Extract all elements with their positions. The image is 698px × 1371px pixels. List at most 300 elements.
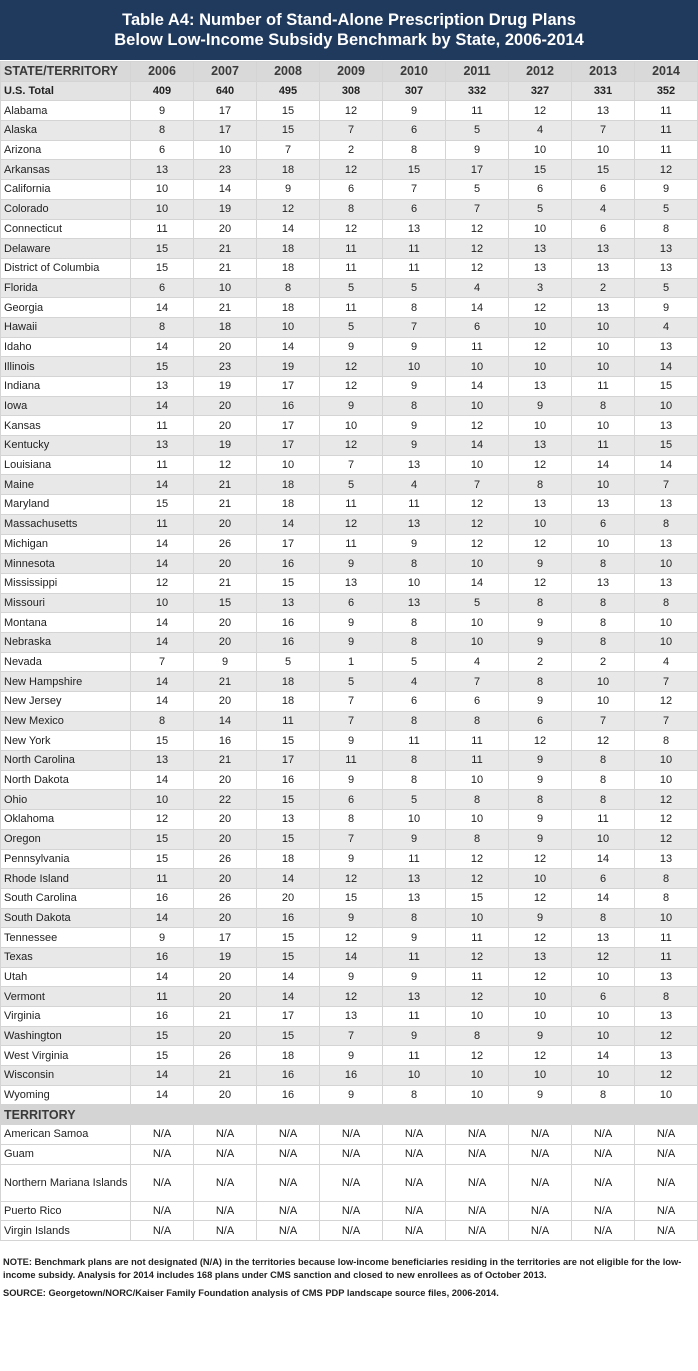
table-cell: 8 xyxy=(635,219,698,239)
table-cell: 11 xyxy=(383,258,446,278)
row-label: Virginia xyxy=(1,1007,131,1027)
table-cell: N/A xyxy=(383,1144,446,1164)
state-row xyxy=(1,731,698,751)
table-cell: N/A xyxy=(383,1221,446,1241)
table-cell: 7 xyxy=(320,1026,383,1046)
table-cell: 20 xyxy=(194,1026,257,1046)
table-cell: 12 xyxy=(446,534,509,554)
row-label: Colorado xyxy=(1,199,131,219)
table-cell: N/A xyxy=(635,1164,698,1201)
table-cell: 8 xyxy=(509,475,572,495)
table-cell: 7 xyxy=(320,711,383,731)
table-cell: 13 xyxy=(131,160,194,180)
table-cell: 640 xyxy=(194,81,257,101)
table-cell: 5 xyxy=(320,317,383,337)
table-cell: 8 xyxy=(320,199,383,219)
table-cell: 6 xyxy=(572,219,635,239)
state-row xyxy=(1,711,698,731)
table-cell: 8 xyxy=(572,790,635,810)
footnotes xyxy=(0,1241,698,1300)
state-row xyxy=(1,751,698,771)
row-label: U.S. Total xyxy=(1,81,131,101)
table-cell: 16 xyxy=(257,396,320,416)
state-row xyxy=(1,632,698,652)
table-cell: 9 xyxy=(320,632,383,652)
table-cell: 10 xyxy=(572,967,635,987)
table-cell: 14 xyxy=(257,514,320,534)
table-cell: 21 xyxy=(194,1066,257,1086)
row-label: Illinois xyxy=(1,357,131,377)
table-cell: 10 xyxy=(446,908,509,928)
table-cell: 11 xyxy=(383,947,446,967)
table-cell: 14 xyxy=(446,298,509,318)
table-cell: 6 xyxy=(572,869,635,889)
table-cell: 9 xyxy=(635,180,698,200)
table-cell xyxy=(257,1105,320,1125)
table-cell: 13 xyxy=(131,436,194,456)
table-cell: 15 xyxy=(320,888,383,908)
table-cell: 10 xyxy=(635,396,698,416)
state-row xyxy=(1,436,698,456)
state-row xyxy=(1,219,698,239)
table-cell: 20 xyxy=(194,987,257,1007)
table-cell: 13 xyxy=(572,573,635,593)
table-cell: 5 xyxy=(320,278,383,298)
table-cell: 21 xyxy=(194,258,257,278)
table-cell: 15 xyxy=(131,495,194,515)
table-cell: N/A xyxy=(320,1125,383,1145)
table-cell: 5 xyxy=(383,278,446,298)
table-cell: 6 xyxy=(383,199,446,219)
row-label: Mississippi xyxy=(1,573,131,593)
table-cell: 19 xyxy=(257,357,320,377)
table-cell: 9 xyxy=(383,377,446,397)
table-cell: 9 xyxy=(509,692,572,712)
state-row xyxy=(1,908,698,928)
table-cell: 20 xyxy=(194,1085,257,1105)
table-cell: N/A xyxy=(194,1144,257,1164)
table-cell: 13 xyxy=(572,495,635,515)
table-cell: 14 xyxy=(131,632,194,652)
table-cell: 15 xyxy=(131,239,194,259)
table-cell: 20 xyxy=(194,829,257,849)
table-cell: 13 xyxy=(509,239,572,259)
table-cell: N/A xyxy=(257,1201,320,1221)
table-cell: 9 xyxy=(509,810,572,830)
table-cell: 20 xyxy=(194,770,257,790)
row-label: American Samoa xyxy=(1,1125,131,1145)
column-header-year: 2013 xyxy=(572,62,635,82)
row-label: Wyoming xyxy=(1,1085,131,1105)
state-row xyxy=(1,554,698,574)
table-cell xyxy=(383,1105,446,1125)
table-cell: 11 xyxy=(572,436,635,456)
table-cell: 13 xyxy=(635,416,698,436)
table-cell: 4 xyxy=(383,672,446,692)
table-cell: 5 xyxy=(635,199,698,219)
table-cell: 18 xyxy=(257,672,320,692)
table-cell: 21 xyxy=(194,751,257,771)
state-row xyxy=(1,810,698,830)
state-row xyxy=(1,652,698,672)
table-cell: 10 xyxy=(194,278,257,298)
table-cell: 8 xyxy=(383,298,446,318)
table-cell: 13 xyxy=(257,810,320,830)
table-cell: 8 xyxy=(635,514,698,534)
table-cell: 7 xyxy=(635,672,698,692)
table-cell: 11 xyxy=(131,987,194,1007)
territory-header-label: TERRITORY xyxy=(1,1105,131,1125)
table-cell: 6 xyxy=(131,278,194,298)
table-cell: 14 xyxy=(131,908,194,928)
row-label: Maine xyxy=(1,475,131,495)
table-cell: 2 xyxy=(320,140,383,160)
table-cell: 16 xyxy=(131,1007,194,1027)
table-cell: 11 xyxy=(635,947,698,967)
table-cell: 14 xyxy=(131,692,194,712)
table-cell: 12 xyxy=(509,731,572,751)
table-cell: 14 xyxy=(131,475,194,495)
table-cell: 7 xyxy=(257,140,320,160)
table-cell: 20 xyxy=(194,396,257,416)
table-cell: 12 xyxy=(446,987,509,1007)
table-cell: 7 xyxy=(383,317,446,337)
row-label: Texas xyxy=(1,947,131,967)
table-cell: 11 xyxy=(446,751,509,771)
table-cell: 11 xyxy=(572,377,635,397)
table-cell: N/A xyxy=(320,1164,383,1201)
table-cell: 12 xyxy=(635,810,698,830)
state-row xyxy=(1,790,698,810)
table-cell: 14 xyxy=(131,770,194,790)
table-cell xyxy=(509,1105,572,1125)
table-cell: N/A xyxy=(572,1201,635,1221)
table-cell: 11 xyxy=(635,101,698,121)
table-cell: 13 xyxy=(257,593,320,613)
table-cell: 9 xyxy=(320,849,383,869)
table-cell: 10 xyxy=(320,416,383,436)
table-cell: 18 xyxy=(257,692,320,712)
table-cell: 10 xyxy=(572,672,635,692)
state-row xyxy=(1,534,698,554)
table-cell: 22 xyxy=(194,790,257,810)
row-label: Montana xyxy=(1,613,131,633)
table-cell: 6 xyxy=(320,180,383,200)
state-row xyxy=(1,928,698,948)
table-cell: 12 xyxy=(320,101,383,121)
table-cell: 9 xyxy=(320,1085,383,1105)
row-label: Alaska xyxy=(1,121,131,141)
table-cell: 14 xyxy=(257,337,320,357)
table-cell: 12 xyxy=(446,416,509,436)
table-cell: 18 xyxy=(257,475,320,495)
table-cell: 13 xyxy=(635,849,698,869)
state-row xyxy=(1,416,698,436)
table-cell: N/A xyxy=(194,1221,257,1241)
state-row xyxy=(1,888,698,908)
table-cell: 9 xyxy=(383,534,446,554)
table-cell: 15 xyxy=(257,829,320,849)
table-cell: 15 xyxy=(635,436,698,456)
table-cell: 16 xyxy=(257,1066,320,1086)
table-cell: 10 xyxy=(257,317,320,337)
table-cell: 12 xyxy=(131,810,194,830)
table-cell: 11 xyxy=(446,731,509,751)
table-cell: 9 xyxy=(320,908,383,928)
row-label: District of Columbia xyxy=(1,258,131,278)
table-cell xyxy=(446,1105,509,1125)
table-cell: 9 xyxy=(383,967,446,987)
table-cell: 21 xyxy=(194,672,257,692)
table-cell: 10 xyxy=(131,180,194,200)
table-cell: 20 xyxy=(194,810,257,830)
table-cell: 10 xyxy=(509,317,572,337)
row-label: Iowa xyxy=(1,396,131,416)
table-cell: 8 xyxy=(572,908,635,928)
table-cell: 23 xyxy=(194,357,257,377)
table-cell: 8 xyxy=(383,613,446,633)
table-cell: N/A xyxy=(446,1221,509,1241)
table-cell: N/A xyxy=(131,1125,194,1145)
table-cell: 8 xyxy=(383,770,446,790)
row-label: Kentucky xyxy=(1,436,131,456)
table-cell: 13 xyxy=(635,239,698,259)
table-cell: N/A xyxy=(320,1201,383,1221)
row-label: New Jersey xyxy=(1,692,131,712)
table-cell: 14 xyxy=(635,455,698,475)
state-row xyxy=(1,947,698,967)
state-row xyxy=(1,672,698,692)
table-cell: 15 xyxy=(257,1026,320,1046)
table-cell: 9 xyxy=(383,337,446,357)
table-cell: 4 xyxy=(509,121,572,141)
table-cell: 12 xyxy=(320,219,383,239)
table-cell: N/A xyxy=(131,1221,194,1241)
table-cell: 8 xyxy=(572,1085,635,1105)
table-cell: N/A xyxy=(635,1125,698,1145)
state-row xyxy=(1,495,698,515)
table-cell: 327 xyxy=(509,81,572,101)
table-cell: 12 xyxy=(446,849,509,869)
table-cell: N/A xyxy=(509,1164,572,1201)
column-header-year: 2006 xyxy=(131,62,194,82)
row-label: Hawaii xyxy=(1,317,131,337)
state-row xyxy=(1,573,698,593)
table-cell: 12 xyxy=(320,987,383,1007)
table-cell: 20 xyxy=(194,554,257,574)
table-cell: 17 xyxy=(257,377,320,397)
row-label: Northern Mariana Islands xyxy=(1,1164,131,1201)
table-cell: 5 xyxy=(446,593,509,613)
table-cell: 13 xyxy=(509,436,572,456)
table-cell: 11 xyxy=(320,534,383,554)
table-cell: 14 xyxy=(131,967,194,987)
table-cell: 13 xyxy=(635,1046,698,1066)
table-cell: 11 xyxy=(131,219,194,239)
table-cell: 4 xyxy=(572,199,635,219)
table-cell xyxy=(572,1105,635,1125)
table-cell: 17 xyxy=(257,751,320,771)
table-cell: N/A xyxy=(383,1201,446,1221)
table-cell: 12 xyxy=(635,1066,698,1086)
table-cell: 5 xyxy=(446,121,509,141)
table-cell xyxy=(320,1105,383,1125)
table-cell: 10 xyxy=(446,770,509,790)
table-cell: 20 xyxy=(194,692,257,712)
table-cell: 15 xyxy=(383,160,446,180)
table-cell: 10 xyxy=(509,1007,572,1027)
column-header-year: 2010 xyxy=(383,62,446,82)
table-cell: 15 xyxy=(257,947,320,967)
state-row xyxy=(1,1007,698,1027)
table-cell: 11 xyxy=(320,298,383,318)
table-cell: 20 xyxy=(194,967,257,987)
table-cell: 13 xyxy=(635,495,698,515)
table-cell: 9 xyxy=(509,829,572,849)
table-cell: N/A xyxy=(383,1164,446,1201)
table-cell: 9 xyxy=(446,140,509,160)
table-cell: 10 xyxy=(635,1085,698,1105)
row-label: Connecticut xyxy=(1,219,131,239)
row-label: California xyxy=(1,180,131,200)
table-cell: 8 xyxy=(446,829,509,849)
table-cell: 9 xyxy=(320,967,383,987)
table-cell: 10 xyxy=(572,1026,635,1046)
table-cell: 9 xyxy=(320,1046,383,1066)
table-cell: 12 xyxy=(446,495,509,515)
table-cell: 10 xyxy=(446,396,509,416)
row-label: Florida xyxy=(1,278,131,298)
table-cell: 23 xyxy=(194,160,257,180)
table-cell: 9 xyxy=(383,101,446,121)
table-cell: 15 xyxy=(572,160,635,180)
table-cell: 9 xyxy=(509,751,572,771)
table-cell: 13 xyxy=(635,573,698,593)
state-row xyxy=(1,317,698,337)
table-cell: 21 xyxy=(194,475,257,495)
table-cell: 13 xyxy=(572,239,635,259)
table-cell: 9 xyxy=(509,1026,572,1046)
table-cell: 17 xyxy=(194,101,257,121)
table-cell: 6 xyxy=(509,711,572,731)
table-cell: 19 xyxy=(194,947,257,967)
table-cell: 9 xyxy=(383,829,446,849)
table-cell: 6 xyxy=(572,987,635,1007)
table-cell: 13 xyxy=(572,258,635,278)
table-cell: 10 xyxy=(572,1066,635,1086)
table-cell: 9 xyxy=(194,652,257,672)
table-cell: 14 xyxy=(194,711,257,731)
table-cell: 9 xyxy=(320,554,383,574)
column-header-year: 2007 xyxy=(194,62,257,82)
table-cell: 7 xyxy=(320,692,383,712)
row-label: Virgin Islands xyxy=(1,1221,131,1241)
table-cell: 10 xyxy=(572,534,635,554)
state-row xyxy=(1,298,698,318)
table-cell: 5 xyxy=(320,475,383,495)
table-cell: 10 xyxy=(194,140,257,160)
table-cell: 7 xyxy=(320,121,383,141)
state-row xyxy=(1,849,698,869)
table-cell: 16 xyxy=(131,947,194,967)
table-cell: 17 xyxy=(446,160,509,180)
table-cell: 6 xyxy=(320,790,383,810)
table-cell: 6 xyxy=(383,121,446,141)
table-cell: 14 xyxy=(131,337,194,357)
table-cell: 2 xyxy=(572,652,635,672)
table-cell: 11 xyxy=(383,731,446,751)
table-cell: 12 xyxy=(509,534,572,554)
table-cell: 17 xyxy=(257,1007,320,1027)
table-cell: 10 xyxy=(572,337,635,357)
table-cell: 12 xyxy=(572,731,635,751)
table-cell: 16 xyxy=(131,888,194,908)
table-cell: 8 xyxy=(383,711,446,731)
table-cell: 18 xyxy=(257,495,320,515)
table-cell: 18 xyxy=(194,317,257,337)
table-cell: 12 xyxy=(320,357,383,377)
table-cell: 12 xyxy=(446,514,509,534)
table-cell: 5 xyxy=(383,652,446,672)
table-cell: 14 xyxy=(194,180,257,200)
table-cell: 12 xyxy=(635,790,698,810)
table-cell: 13 xyxy=(131,751,194,771)
table-cell: N/A xyxy=(446,1201,509,1221)
table-cell: 9 xyxy=(509,908,572,928)
table-cell: 15 xyxy=(131,1046,194,1066)
table-cell: 9 xyxy=(320,613,383,633)
table-cell: 7 xyxy=(635,475,698,495)
table-cell: 8 xyxy=(635,888,698,908)
table-cell: 8 xyxy=(635,731,698,751)
table-cell: 14 xyxy=(635,357,698,377)
table-cell: 12 xyxy=(635,692,698,712)
table-cell: 10 xyxy=(635,751,698,771)
table-cell: 14 xyxy=(131,1085,194,1105)
table-cell: 8 xyxy=(572,632,635,652)
table-cell: 16 xyxy=(320,1066,383,1086)
column-header-year: 2014 xyxy=(635,62,698,82)
state-row xyxy=(1,1046,698,1066)
table-cell: 15 xyxy=(257,731,320,751)
table-cell: 10 xyxy=(509,1066,572,1086)
table-cell: 7 xyxy=(320,455,383,475)
table-cell: 17 xyxy=(257,436,320,456)
table-cell: 13 xyxy=(572,298,635,318)
table-cell: 10 xyxy=(509,140,572,160)
table-cell: 16 xyxy=(257,908,320,928)
table-cell: N/A xyxy=(509,1125,572,1145)
table-cell: 8 xyxy=(446,790,509,810)
column-header-year: 2009 xyxy=(320,62,383,82)
table-cell: 12 xyxy=(320,869,383,889)
row-label: Missouri xyxy=(1,593,131,613)
table-cell: N/A xyxy=(320,1144,383,1164)
row-label: Ohio xyxy=(1,790,131,810)
table-cell: 11 xyxy=(257,711,320,731)
table-cell: 10 xyxy=(572,357,635,377)
table-cell: 14 xyxy=(320,947,383,967)
table-cell: 12 xyxy=(320,928,383,948)
table-cell: 10 xyxy=(572,1007,635,1027)
table-cell: 20 xyxy=(194,869,257,889)
table-cell: 10 xyxy=(572,140,635,160)
table-cell: 10 xyxy=(572,416,635,436)
row-label: Massachusetts xyxy=(1,514,131,534)
table-cell: 15 xyxy=(131,829,194,849)
table-cell: 20 xyxy=(194,908,257,928)
table-cell: 8 xyxy=(131,317,194,337)
